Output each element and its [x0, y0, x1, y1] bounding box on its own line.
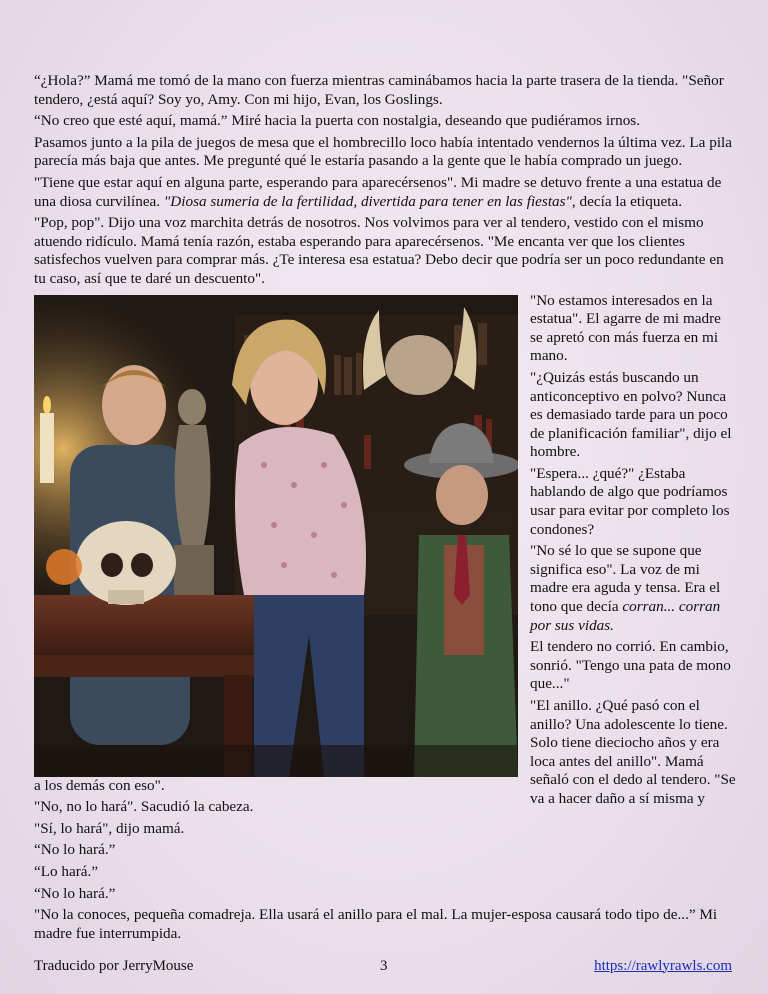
paragraph: “Lo hará.” — [34, 862, 99, 880]
paragraph: a los demás con eso". — [34, 776, 165, 794]
website-link[interactable]: https://rawlyrawls.com — [594, 957, 732, 974]
skull-object — [76, 521, 176, 605]
shop-scene-image — [34, 295, 518, 777]
story-illustration — [34, 295, 518, 777]
page-text — [34, 72, 734, 946]
upper-paragraphs — [34, 72, 734, 289]
paragraph: "Espera... ¿qué?" ¿Estaba hablando de algo que podríamos usar para evitar por completo los condones? — [530, 464, 730, 538]
translator-credit: Traducido por JerryMouse — [34, 957, 194, 974]
paragraph: “¿Hola?” Mamá me tomó de la mano con fuerza mientras caminábamos hacia la parte trasera de la tienda. "Señor tendero, ¿está aquí? Soy yo, Amy. Con mi hijo, Evan, los Goslings. — [34, 72, 724, 108]
paragraph: "Sí, lo hará", dijo mamá. — [34, 819, 185, 837]
page-number: 3 — [380, 957, 388, 974]
paragraph: “No lo hará.” — [34, 841, 116, 859]
page-footer — [34, 956, 732, 976]
paragraph: "No la conoces, pequeña comadreja. Ella usará el anillo para el mal. La mujer-esposa causará todo tipo de...” Mi madre fue interrumpida. — [34, 906, 718, 942]
italic-phrase: corran... corran por sus vidas. — [530, 598, 721, 634]
paragraph: "No, no lo hará". Sacudió la cabeza. — [34, 798, 254, 816]
paragraph: "¿Quizás estás buscando un anticonceptivo en polvo? Nunca es demasiado tarde para un poco de planificación familiar", dijo el hombre. — [530, 368, 732, 461]
paragraph: El tendero no corrió. En cambio, sonrió. "Tengo una pata de mono que..." — [530, 638, 731, 693]
statue-label-text: "Diosa sumeria de la fertilidad, divertida para tener en las fiestas", — [163, 192, 576, 210]
paragraph: “No creo que esté aquí, mamá.” Miré hacia la puerta con nostalgia, deseando que pudiéramos irnos. — [34, 112, 641, 130]
paragraph: "Pop, pop". Dijo una voz marchita detrás de nosotros. Nos volvimos para ver al tendero, vestido con el mismo atuendo ridículo. Mamá tenía razón, estaba esperando para aparecérsenos. "Me encanta ver que los clientes satisfechos vuelven para comprar más. ¿Te interesa esa estatua? Debo decir que podría ser un poco redundante en tu caso, así que te daré un descuento". — [34, 214, 724, 287]
paragraph: "El anillo. ¿Qué pasó con el anillo? Una adolescente lo tiene. Solo tiene dieciocho años y era loca antes del anillo". Mamá señaló con el dedo al tendero. "Se va a hacer daño a sí misma y — [530, 697, 736, 807]
paragraph: “No lo hará.” — [34, 884, 116, 902]
paragraph: Pasamos junto a la pila de juegos de mesa que el hombrecillo loco había intentado vendernos la última vez. La pila parecía más baja que antes. Me pregunté qué le estaría pasando a la gente que le había comprado un juego. — [34, 133, 732, 170]
side-column — [530, 292, 736, 812]
paragraph: "Tiene que estar aquí en alguna parte, esperando para aparecérsenos". Mi madre se detuvo frente a una estatua de una diosa curvilínea. "Diosa sumeria de la fertilidad, divertida para tener en las fiestas", decía la etiqueta. — [34, 173, 722, 210]
paragraph: "No sé lo que se supone que significa eso". La voz de mi madre era aguda y tensa. Era el tono que decía corran... corran por sus vidas. — [530, 542, 721, 634]
paragraph: "No estamos interesados en la estatua". El agarre de mi madre se apretó con más fuerza en mi mano. — [530, 291, 721, 365]
